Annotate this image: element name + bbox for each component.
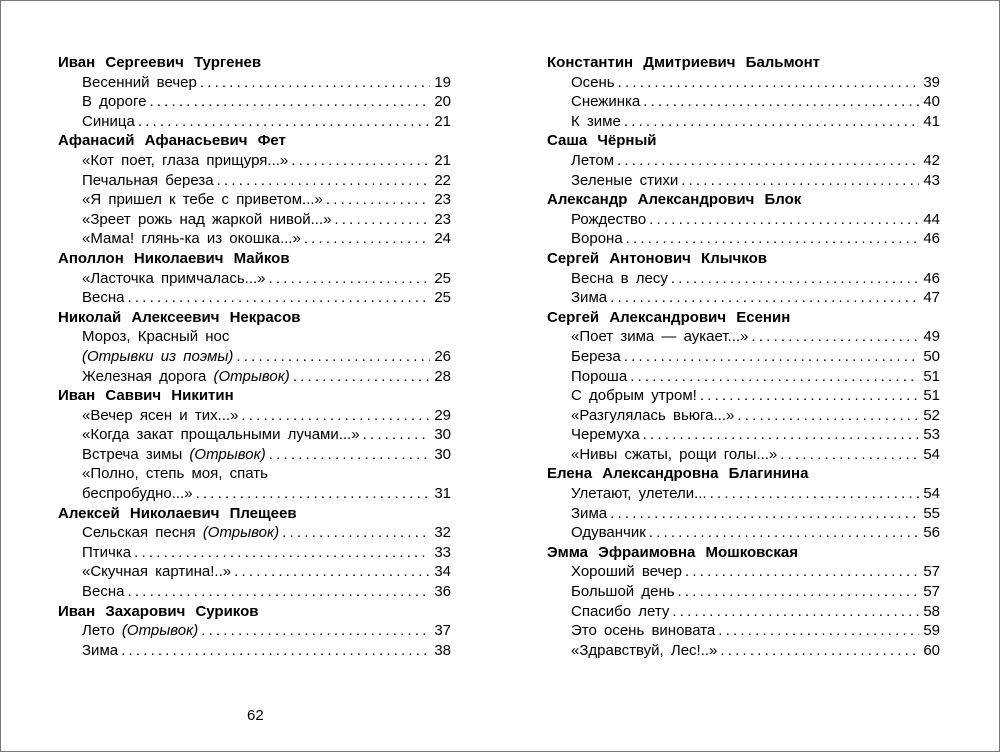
- author-heading: Иван Захарович Суриков: [58, 602, 259, 620]
- author-heading: Николай Алексеевич Некрасов: [58, 308, 301, 326]
- toc-entry: [58, 171, 451, 191]
- dot-leader: [200, 73, 430, 93]
- entry-page: 46: [923, 269, 940, 287]
- entry-page: 47: [923, 289, 940, 307]
- entry-title-italic: (Отрывки из поэмы): [82, 347, 234, 365]
- entry-page: 22: [434, 171, 451, 189]
- entry-page: 46: [923, 230, 940, 248]
- entry-title-text: «Поет зима — аукает...»: [571, 328, 749, 346]
- toc-entry: [547, 484, 940, 504]
- entry-page: 40: [923, 93, 940, 111]
- dot-leader: [624, 112, 919, 132]
- entry-title-text: «Мама! глянь-ка из окошка...»: [82, 230, 301, 248]
- entry-title-text: Сельская песня: [82, 524, 196, 542]
- author-heading: Эмма Эфраимовна Мошковская: [547, 543, 798, 561]
- dot-leader: [685, 562, 919, 582]
- entry-page: 57: [923, 583, 940, 601]
- entry-title-text: Черемуха: [571, 426, 640, 444]
- dot-leader: [780, 445, 919, 465]
- entry-note: (Отрывок): [213, 367, 290, 385]
- toc-entry: [58, 73, 451, 93]
- entry-title-text: Встреча зимы: [82, 445, 183, 463]
- toc-entry: [58, 151, 451, 171]
- dot-leader: [269, 269, 431, 289]
- dot-leader: [196, 484, 431, 504]
- entry-page: 51: [923, 367, 940, 385]
- entry-title-text: «Вечер ясен и тих...»: [82, 406, 239, 424]
- dot-leader: [700, 386, 919, 406]
- dot-leader: [643, 425, 920, 445]
- toc-entry: [547, 269, 940, 289]
- entry-title: [571, 621, 715, 641]
- entry-title: [82, 445, 266, 465]
- author-heading: Алексей Николаевич Плещеев: [58, 504, 297, 522]
- toc-entry: [547, 171, 940, 191]
- dot-leader: [624, 347, 920, 367]
- toc-entry: [547, 621, 940, 641]
- entry-title: [82, 288, 124, 308]
- entry-page: 52: [923, 406, 940, 424]
- entry-page: 54: [923, 485, 940, 503]
- entry-page: 51: [923, 387, 940, 405]
- entry-title-text: В дороге: [82, 93, 147, 111]
- dot-leader: [269, 445, 431, 465]
- entry-page: 23: [434, 210, 451, 228]
- entry-title: [82, 229, 301, 249]
- entry-page: 30: [434, 426, 451, 444]
- entry-title-text: Большой день: [571, 583, 675, 601]
- entry-title: [571, 386, 697, 406]
- entry-title-text: «Скучная картина!..»: [82, 563, 232, 581]
- dot-leader: [134, 543, 430, 563]
- dot-leader: [643, 92, 919, 112]
- entry-page: 23: [434, 191, 451, 209]
- toc-entry: [58, 269, 451, 289]
- entry-title: [82, 347, 233, 367]
- toc-entry: [547, 73, 940, 93]
- toc-entry: [58, 190, 451, 210]
- entry-title: [571, 73, 615, 93]
- toc-entry: [58, 210, 451, 230]
- dot-leader: [236, 347, 430, 367]
- entry-page: 21: [434, 112, 451, 130]
- dot-leader: [681, 171, 919, 191]
- dot-leader: [282, 523, 430, 543]
- dot-leader: [718, 621, 919, 641]
- entry-page: 39: [923, 73, 940, 91]
- dot-leader: [678, 582, 920, 602]
- entry-title: [82, 543, 131, 563]
- entry-title-text: Пороша: [571, 367, 628, 385]
- dot-leader: [671, 269, 919, 289]
- entry-title-text: Снежинка: [571, 93, 641, 111]
- page-number: 62: [247, 707, 264, 724]
- entry-page: 31: [434, 485, 451, 503]
- entry-title: [571, 445, 777, 465]
- entry-title-text: «Я пришел к тебе с приветом...»: [82, 191, 323, 209]
- entry-page: 36: [434, 583, 451, 601]
- toc-entry: [547, 327, 940, 347]
- entry-title: [571, 347, 621, 367]
- entry-title: [571, 641, 717, 661]
- dot-leader: [304, 229, 431, 249]
- entry-title-text: «Ласточка примчалась...»: [82, 269, 266, 287]
- entry-title: [82, 73, 197, 93]
- entry-page: 50: [923, 347, 940, 365]
- entry-title-text: «Здравствуй, Лес!..»: [571, 641, 718, 659]
- entry-title: [571, 484, 707, 504]
- dot-leader: [121, 641, 430, 661]
- dot-leader: [710, 484, 920, 504]
- toc-entry: [58, 367, 451, 387]
- entry-title-text: Хороший вечер: [571, 563, 682, 581]
- toc-entry: [547, 582, 940, 602]
- entry-title: [571, 112, 621, 132]
- toc-entry: [58, 229, 451, 249]
- entry-title: [82, 523, 279, 543]
- dot-leader: [291, 151, 430, 171]
- author-heading: Иван Саввич Никитин: [58, 387, 234, 405]
- author-heading: Сергей Александрович Есенин: [547, 308, 791, 326]
- entry-title: [82, 367, 290, 387]
- dot-leader: [751, 327, 919, 347]
- entry-title-text: Улетают, улетели...: [571, 485, 707, 503]
- author-heading: Иван Сергеевич Тургенев: [58, 54, 262, 71]
- entry-title-text: Одуванчик: [571, 524, 646, 542]
- entry-title: [82, 269, 266, 289]
- toc-entry: [58, 484, 451, 504]
- dot-leader: [363, 425, 431, 445]
- entry-page: 44: [923, 210, 940, 228]
- entry-page: 20: [434, 93, 451, 111]
- entry-page: 38: [434, 641, 451, 659]
- entry-title-text: Спасибо лету: [571, 602, 670, 620]
- toc-entry: [547, 562, 940, 582]
- entry-note: (Отрывок): [121, 622, 199, 640]
- entry-page: 59: [923, 622, 940, 640]
- entry-title: [82, 582, 124, 602]
- entry-title-text: Рождество: [571, 210, 647, 228]
- toc-entry: [58, 464, 451, 484]
- toc-entry: [58, 562, 451, 582]
- author-heading: Аполлон Николаевич Майков: [58, 249, 290, 267]
- entry-page: 34: [434, 563, 451, 581]
- toc-entry: [58, 327, 451, 347]
- dot-leader: [326, 190, 430, 210]
- entry-title-text: «Когда закат прощальными лучами...»: [82, 426, 360, 444]
- entry-title: [571, 582, 675, 602]
- entry-page: 24: [434, 230, 451, 248]
- dot-leader: [626, 229, 920, 249]
- toc-left-column: [58, 53, 451, 660]
- entry-page: 26: [434, 347, 451, 365]
- dot-leader: [217, 171, 431, 191]
- entry-note: (Отрывок): [202, 524, 280, 542]
- entry-title: [82, 190, 323, 210]
- toc-entry: [547, 367, 940, 387]
- entry-page: 25: [434, 269, 451, 287]
- entry-title: [571, 229, 623, 249]
- toc-entry: [547, 229, 940, 249]
- dot-leader: [618, 73, 920, 93]
- entry-title-text: С добрым утром!: [571, 387, 697, 405]
- dot-leader: [672, 602, 919, 622]
- author-heading: Елена Александровна Благинина: [547, 465, 809, 483]
- entry-title: [571, 425, 640, 445]
- entry-title-text: Береза: [571, 347, 621, 365]
- dot-leader: [649, 210, 919, 230]
- entry-page: 29: [434, 406, 451, 424]
- entry-page: 37: [434, 622, 451, 640]
- entry-title: [571, 210, 646, 230]
- entry-title-text: Зима: [82, 641, 119, 659]
- toc-entry: [58, 582, 451, 602]
- entry-title-text: Зеленые стихи: [571, 171, 679, 189]
- toc-entry: [547, 112, 940, 132]
- toc-entry: [58, 92, 451, 112]
- entry-title: [571, 602, 669, 622]
- entry-title-text: Мороз, Красный нос: [82, 328, 230, 346]
- entry-title-text: Весна: [82, 583, 125, 601]
- entry-page: 33: [434, 543, 451, 561]
- dot-leader: [234, 562, 430, 582]
- entry-title-text: Весна в лесу: [571, 269, 668, 287]
- toc-entry: [58, 425, 451, 445]
- entry-page: 19: [434, 73, 451, 91]
- entry-title-text: Это осень виновата: [571, 622, 716, 640]
- entry-title: [82, 621, 198, 641]
- toc-entry: [547, 288, 940, 308]
- entry-page: 42: [923, 151, 940, 169]
- entry-title-text: Весна: [82, 289, 125, 307]
- dot-leader: [241, 406, 430, 426]
- entry-page: 49: [923, 328, 940, 346]
- entry-title-text: Лето: [82, 622, 115, 640]
- entry-title: [82, 464, 451, 484]
- entry-title: [571, 523, 646, 543]
- entry-title-text: «Разгулялась вьюга...»: [571, 406, 735, 424]
- entry-title-text: «Полно, степь моя, спать: [82, 465, 268, 483]
- toc-entry: [547, 641, 940, 661]
- toc-entry: [547, 406, 940, 426]
- entry-title: [82, 112, 135, 132]
- entry-page: 57: [923, 563, 940, 581]
- entry-page: 21: [434, 151, 451, 169]
- toc-entry: [58, 543, 451, 563]
- toc-entry: [547, 151, 940, 171]
- dot-leader: [127, 582, 430, 602]
- dot-leader: [617, 151, 919, 171]
- author-heading: Сергей Антонович Клычков: [547, 249, 767, 267]
- entry-title-text: «Зреет рожь над жаркой нивой...»: [82, 210, 332, 228]
- entry-title-text: Печальная береза: [82, 171, 214, 189]
- toc-entry: [547, 425, 940, 445]
- entry-title: [571, 288, 607, 308]
- entry-page: 43: [923, 171, 940, 189]
- entry-title: [571, 92, 640, 112]
- entry-title-text: Птичка: [82, 543, 132, 561]
- entry-page: 32: [434, 524, 451, 542]
- entry-page: 41: [923, 112, 940, 130]
- toc-entry: [547, 523, 940, 543]
- entry-title: [571, 406, 734, 426]
- toc-entry: [58, 523, 451, 543]
- toc-entry: [547, 386, 940, 406]
- dot-leader: [630, 367, 919, 387]
- entry-page: 53: [923, 426, 940, 444]
- entry-title: [82, 327, 451, 347]
- dot-leader: [201, 621, 430, 641]
- entry-title-text: Весенний вечер: [82, 73, 197, 91]
- entry-title: [82, 171, 214, 191]
- entry-title-text: Летом: [571, 151, 615, 169]
- toc-entry: [547, 445, 940, 465]
- toc-entry: [58, 445, 451, 465]
- toc-entry: [547, 92, 940, 112]
- toc-entry: [547, 602, 940, 622]
- entry-page: 55: [923, 504, 940, 522]
- toc-entry: [58, 112, 451, 132]
- entry-title: [82, 151, 288, 171]
- entry-title-text: Осень: [571, 73, 615, 91]
- entry-title: [82, 210, 331, 230]
- toc-entry: [547, 347, 940, 367]
- dot-leader: [720, 641, 919, 661]
- author-heading: Александр Александрович Блок: [547, 191, 802, 209]
- entry-title: [82, 92, 146, 112]
- entry-page: 28: [434, 367, 451, 385]
- toc-entry: [58, 641, 451, 661]
- entry-page: 30: [434, 445, 451, 463]
- entry-title-text: Ворона: [571, 230, 623, 248]
- toc-entry: [547, 210, 940, 230]
- dot-leader: [138, 112, 431, 132]
- entry-title-text: «Нивы сжаты, рощи голы...»: [571, 445, 778, 463]
- entry-title-text: «Кот поет, глаза прищуря...»: [82, 151, 289, 169]
- toc-entry: [58, 621, 451, 641]
- dot-leader: [737, 406, 919, 426]
- entry-title: [571, 562, 682, 582]
- entry-page: 25: [434, 289, 451, 307]
- entry-title: [82, 641, 118, 661]
- dot-leader: [293, 367, 431, 387]
- entry-page: 58: [923, 602, 940, 620]
- author-heading: Константин Дмитриевич Бальмонт: [547, 54, 820, 71]
- dot-leader: [127, 288, 430, 308]
- toc-entry: [547, 504, 940, 524]
- dot-leader: [610, 504, 919, 524]
- toc-entry: [58, 406, 451, 426]
- entry-page: 60: [923, 641, 940, 659]
- entry-page: 56: [923, 524, 940, 542]
- entry-title-text: Зима: [571, 504, 608, 522]
- author-heading: Афанасий Афанасьевич Фет: [58, 132, 286, 150]
- toc-entry: [58, 347, 451, 367]
- toc-right-column: [547, 53, 940, 660]
- author-heading: Саша Чёрный: [547, 132, 657, 150]
- entry-title: [82, 562, 231, 582]
- entry-title-text: Железная дорога: [82, 367, 207, 385]
- toc-entry: [58, 288, 451, 308]
- entry-title-text: беспробудно...»: [82, 485, 193, 503]
- dot-leader: [149, 92, 430, 112]
- entry-page: 54: [923, 445, 940, 463]
- entry-title-text: К зиме: [571, 112, 621, 130]
- entry-title-text: Синица: [82, 112, 135, 130]
- entry-title: [571, 504, 607, 524]
- dot-leader: [649, 523, 920, 543]
- entry-title: [571, 367, 627, 387]
- entry-title: [571, 171, 678, 191]
- entry-note: (Отрывок): [189, 445, 266, 463]
- entry-title: [82, 484, 193, 504]
- entry-title: [571, 269, 668, 289]
- entry-title: [571, 151, 614, 171]
- dot-leader: [334, 210, 430, 230]
- dot-leader: [610, 288, 919, 308]
- entry-title-text: Зима: [571, 289, 608, 307]
- entry-title: [82, 406, 238, 426]
- entry-title: [82, 425, 360, 445]
- entry-title: [571, 327, 748, 347]
